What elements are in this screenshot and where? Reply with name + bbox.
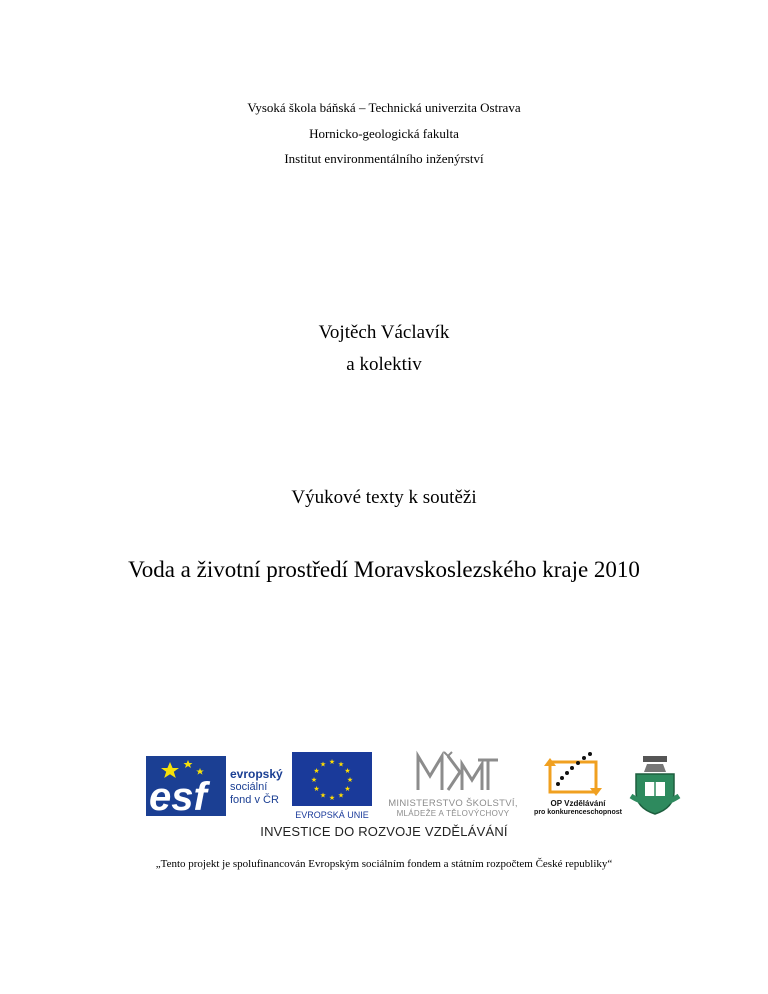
svg-text:★: ★	[344, 785, 351, 793]
esf-text-line2: sociální	[230, 781, 268, 793]
esf-text-line3: fond v ČR	[230, 794, 279, 806]
document-title: Voda a životní prostředí Moravskoslezského kraje 2010	[128, 557, 640, 582]
svg-text:esf: esf	[149, 775, 207, 818]
svg-text:★: ★	[313, 767, 320, 775]
svg-text:★: ★	[346, 776, 354, 784]
esf-text-line1: evropský	[230, 767, 283, 781]
eu-flag-icon	[290, 752, 374, 808]
svg-text:★: ★	[328, 758, 336, 766]
svg-text:★: ★	[337, 760, 345, 769]
eu-logo	[290, 752, 374, 820]
msmt-logo	[378, 750, 528, 822]
funding-note: „Tento projekt je spolufinancován Evropským sociálním fondem a státním rozpočtem České republiky“	[155, 858, 613, 870]
svg-text:★: ★	[319, 760, 327, 769]
svg-text:★: ★	[344, 767, 351, 775]
vsb-seal-icon	[628, 752, 682, 818]
svg-text:★: ★	[313, 785, 320, 793]
faculty-name: Hornicko-geologická fakulta	[309, 126, 459, 141]
author-name: Vojtěch Václavík	[318, 322, 450, 343]
document-subtitle: Výukové texty k soutěži	[291, 487, 477, 508]
svg-text:★: ★	[328, 794, 336, 802]
svg-text:★: ★	[319, 791, 327, 800]
msmt-mark-icon	[378, 750, 528, 796]
vsb-seal-logo	[628, 752, 682, 818]
investice-slogan: INVESTICE DO ROZVOJE VZDĚLÁVÁNÍ	[260, 824, 508, 839]
op-vk-mark-icon	[530, 748, 626, 796]
msmt-text-line2: MLÁDEŽE A TĚLOVÝCHOVY	[396, 809, 510, 818]
author-collective: a kolektiv	[346, 354, 422, 375]
svg-text:★: ★	[337, 791, 345, 800]
msmt-text-line1: MINISTERSTVO ŠKOLSTVÍ,	[388, 798, 518, 809]
eu-caption: EVROPSKÁ UNIE	[295, 810, 369, 820]
esf-logo	[144, 754, 286, 818]
institute-name: Institut environmentálního inženýrství	[284, 151, 484, 166]
svg-text:★: ★	[310, 776, 318, 784]
op-vk-text-line1: OP Vzdělávání	[550, 799, 606, 808]
university-name: Vysoká škola báňská – Technická univerzita Ostrava	[247, 100, 521, 115]
op-vk-logo	[530, 748, 626, 820]
op-vk-text-line2: pro konkurenceschopnost	[534, 809, 622, 816]
